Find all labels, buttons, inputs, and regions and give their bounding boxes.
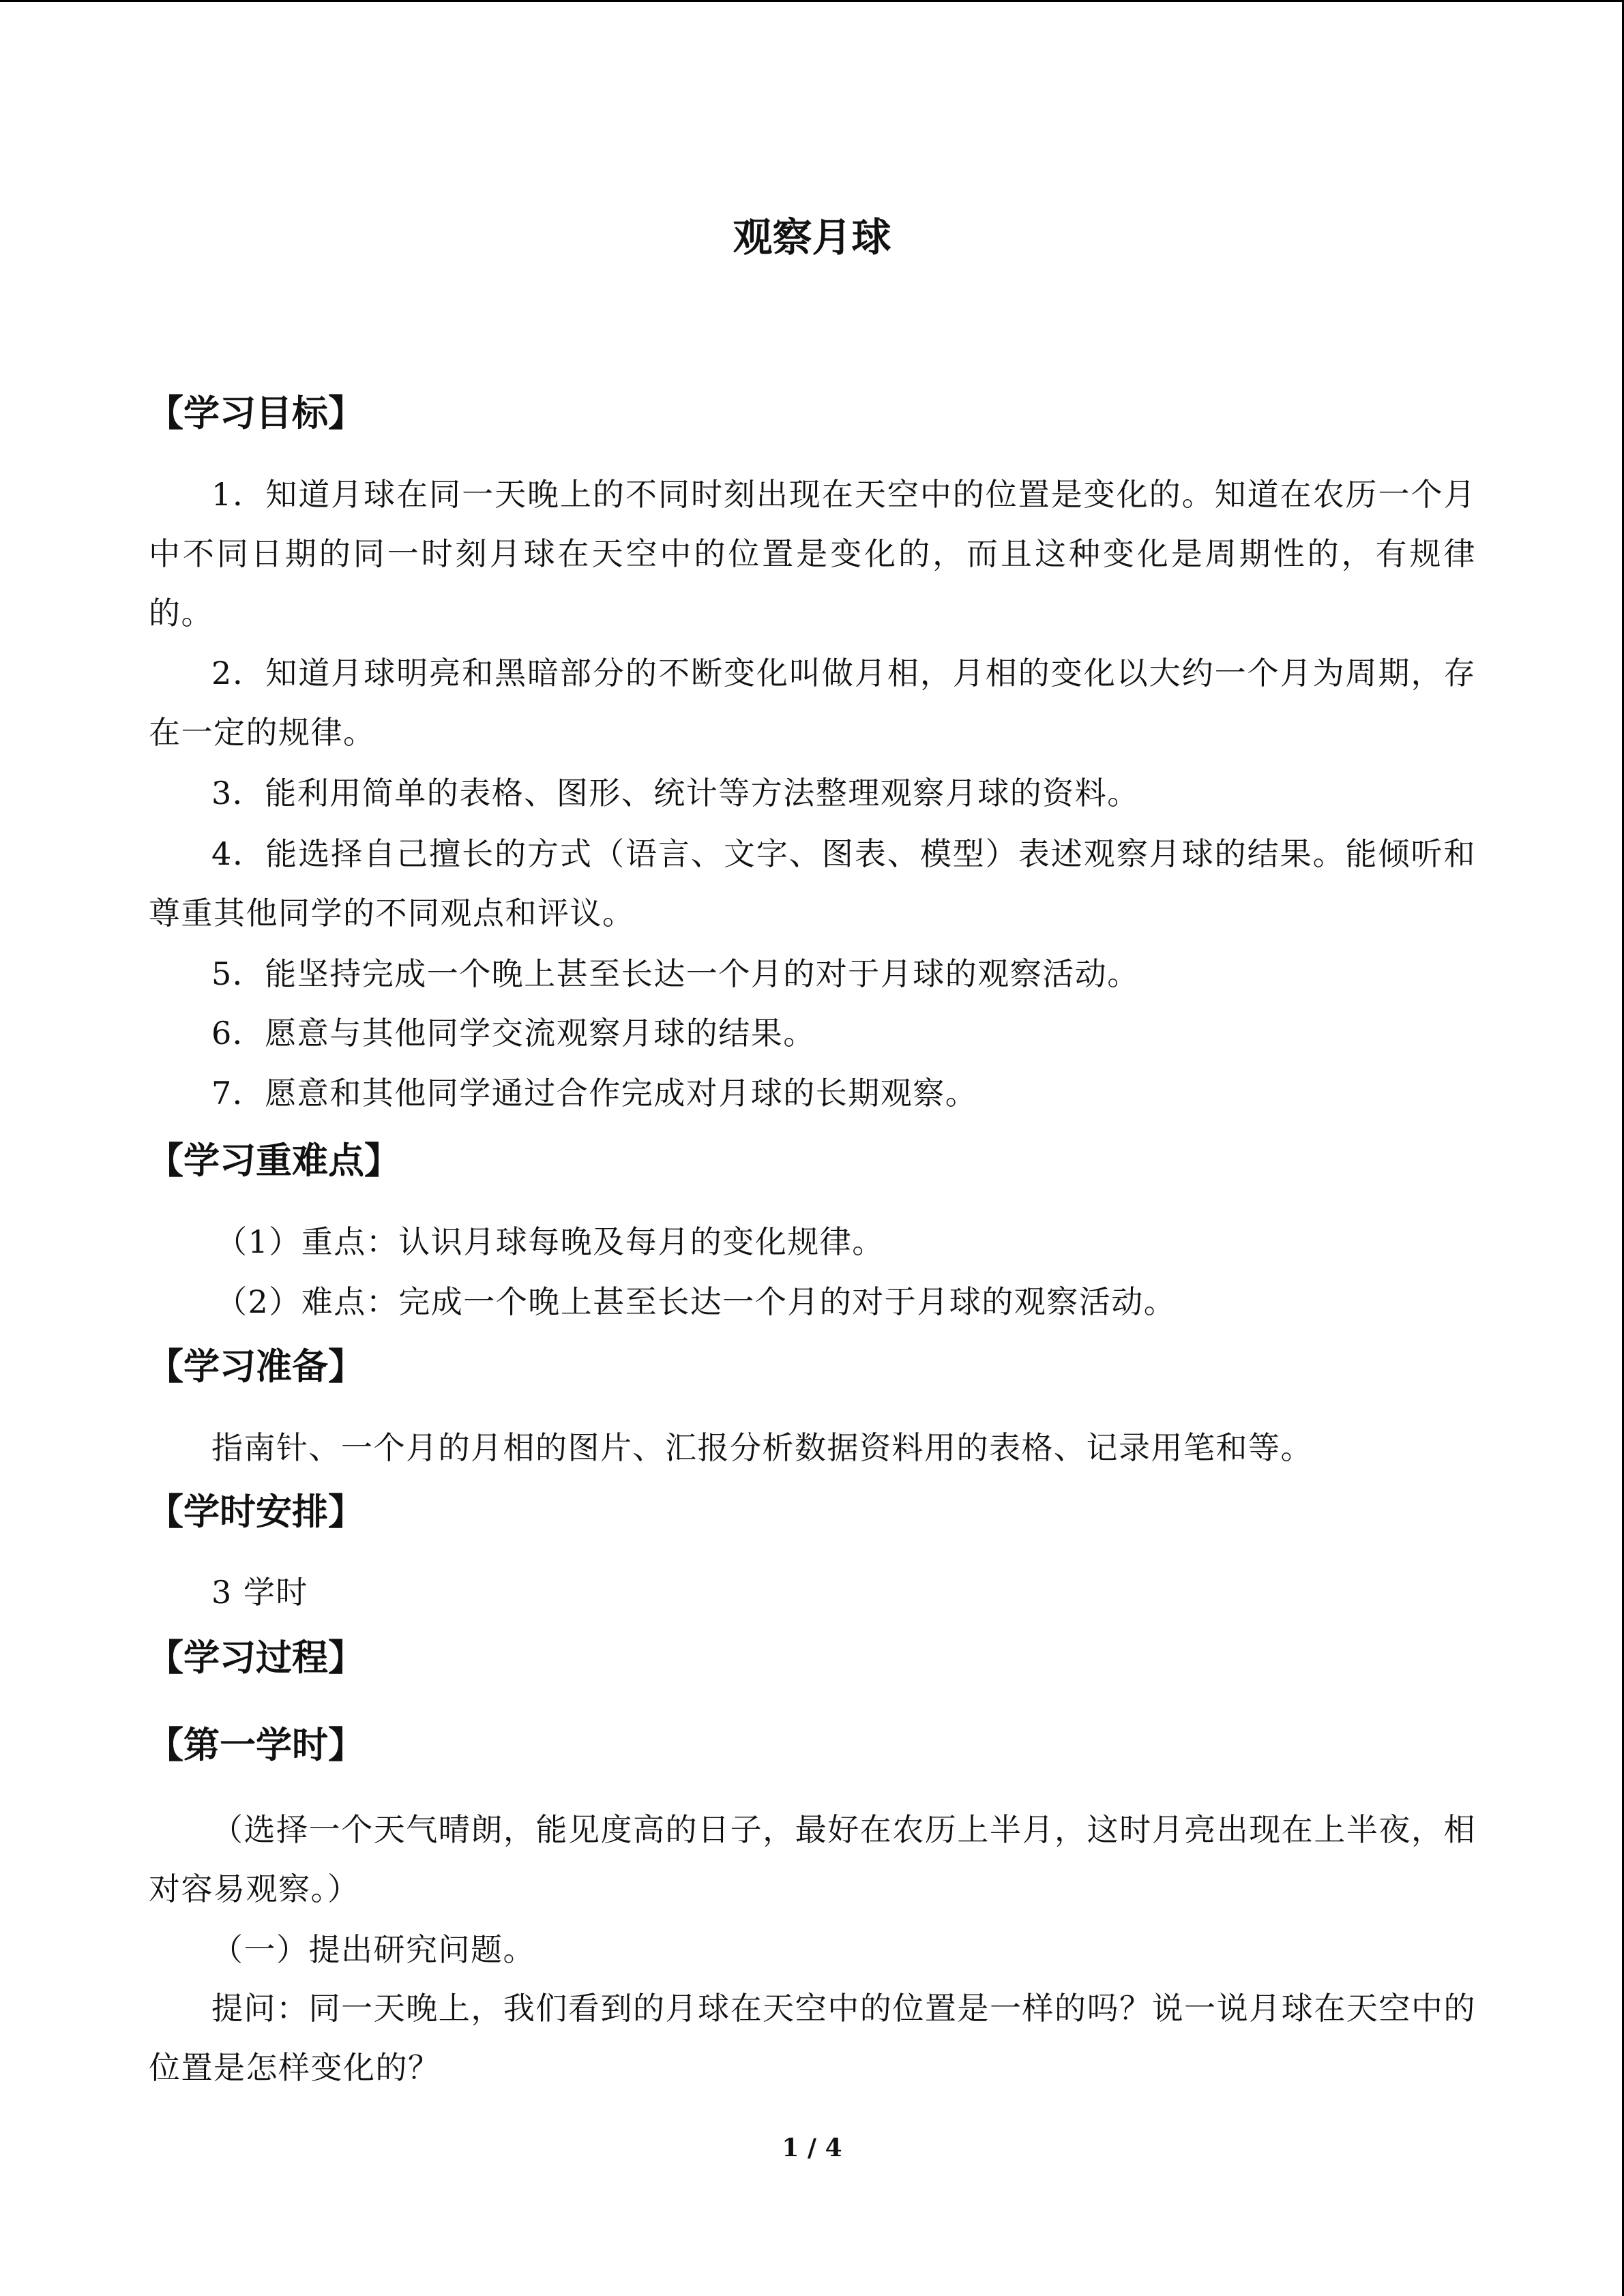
- goal-item-4: 4．能选择自己擅长的方式（语言、文字、图表、模型）表述观察月球的结果。能倾听和尊重其他同学的不同观点和评议。: [149, 835, 1476, 931]
- goal-item-1: 1．知道月球在同一天晚上的不同时刻出现在天空中的位置是变化的。知道在农历一个月中不同日期的同一时刻月球在天空中的位置是变化的，而且这种变化是周期性的，有规律的。: [149, 476, 1476, 631]
- schedule-text: 3 学时: [211, 1574, 308, 1611]
- document-title: 观察月球: [733, 214, 891, 260]
- goal-item-3: 3．能利用简单的表格、图形、统计等方法整理观察月球的资料。: [211, 775, 1140, 811]
- section-heading-key-points: 【学习重难点】: [147, 1140, 400, 1182]
- preparation-text: 指南针、一个月的月相的图片、汇报分析数据资料用的表格、记录用笔和等。: [211, 1429, 1313, 1466]
- key-point-1: （1）重点：认识月球每晚及每月的变化规律。: [216, 1223, 885, 1260]
- key-point-2: （2）难点：完成一个晚上甚至长达一个月的对于月球的观察活动。: [216, 1283, 1177, 1320]
- lesson1-paragraph-2: （一）提出研究问题。: [211, 1931, 535, 1968]
- section-heading-lesson-1: 【第一学时】: [147, 1725, 364, 1766]
- lesson1-paragraph-3: 提问：同一天晚上，我们看到的月球在天空中的位置是一样的吗？说一说月球在天空中的位置是怎样变化的？: [149, 1990, 1476, 2086]
- section-heading-preparation: 【学习准备】: [147, 1346, 364, 1388]
- goal-item-2: 2．知道月球明亮和黑暗部分的不断变化叫做月相，月相的变化以大约一个月为周期，存在一定的规律。: [149, 655, 1476, 751]
- page-number: 1 / 4: [782, 2134, 842, 2162]
- goal-item-7: 7．愿意和其他同学通过合作完成对月球的长期观察。: [211, 1075, 978, 1112]
- section-heading-process: 【学习过程】: [147, 1637, 364, 1679]
- section-heading-schedule: 【学时安排】: [147, 1491, 364, 1533]
- lesson1-paragraph-1: （选择一个天气晴朗，能见度高的日子，最好在农历上半月，这时月亮出现在上半夜，相对容易观察。）: [149, 1811, 1476, 1907]
- goal-item-6: 6．愿意与其他同学交流观察月球的结果。: [211, 1015, 816, 1052]
- section-heading-goals: 【学习目标】: [147, 393, 364, 434]
- goal-item-5: 5．能坚持完成一个晚上甚至长达一个月的对于月球的观察活动。: [211, 955, 1140, 992]
- page-top-border: [0, 0, 1624, 2]
